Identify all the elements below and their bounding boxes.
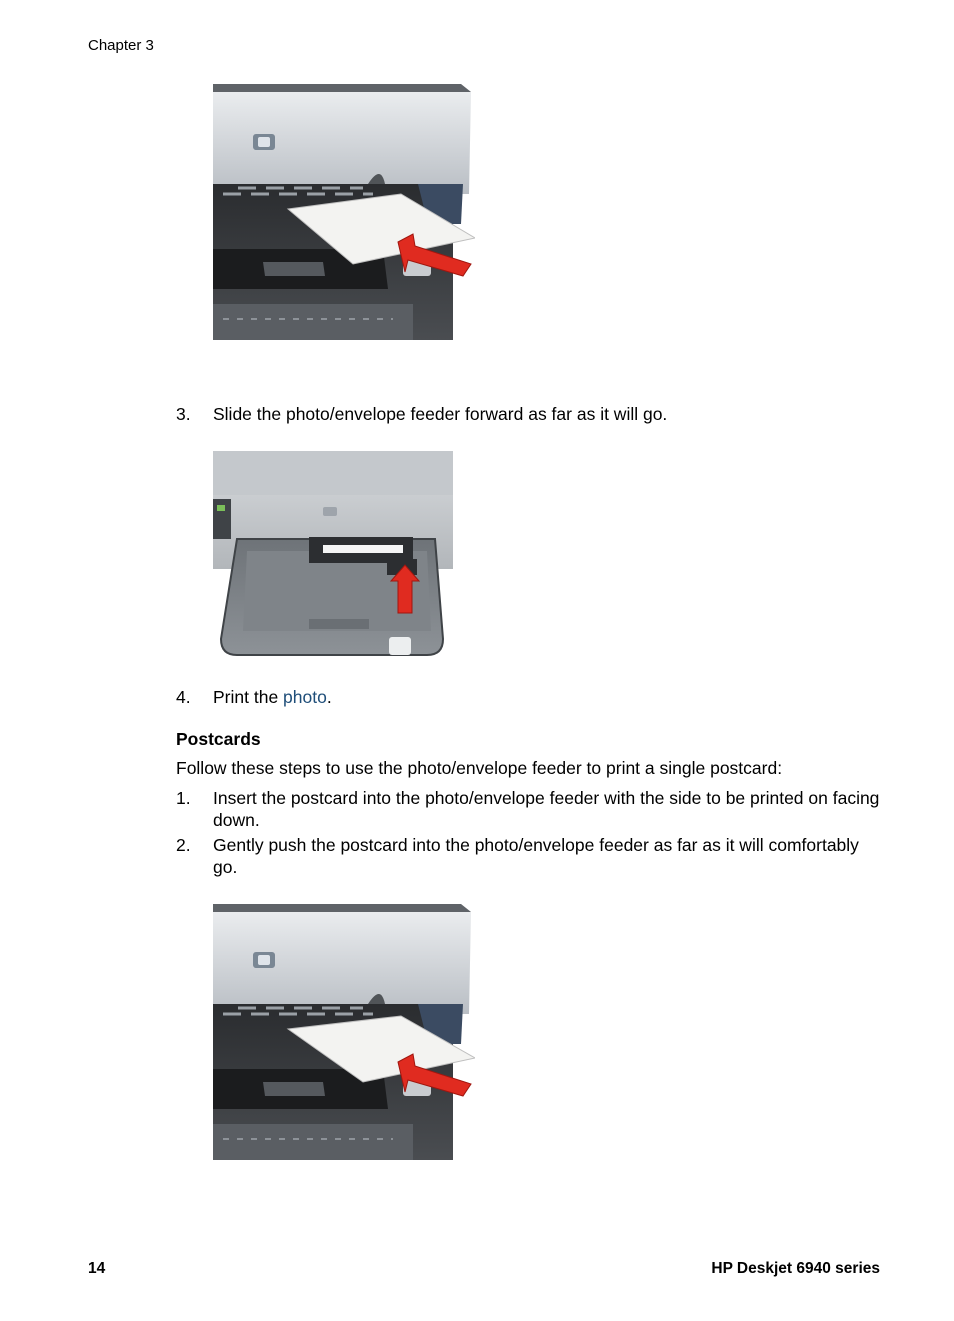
step-text: Slide the photo/envelope feeder forward as far as it will go. <box>213 404 668 424</box>
printer-insert-illustration-1 <box>213 84 475 340</box>
page-number: 14 <box>88 1260 106 1277</box>
step-text: Print the photo. <box>213 687 332 707</box>
step-number: 2. <box>176 835 191 855</box>
step-number: 3. <box>176 404 191 424</box>
section-heading: Postcards <box>176 729 261 749</box>
product-name: HP Deskjet 6940 series <box>711 1260 880 1277</box>
feeder-slide-illustration <box>213 451 453 659</box>
chapter-label: Chapter 3 <box>88 37 154 54</box>
step-number: 1. <box>176 788 191 808</box>
step-text: Insert the postcard into the photo/envelope feeder with the side to be printed on facing down. <box>213 788 880 830</box>
photo-link[interactable]: photo <box>283 687 327 707</box>
printer-insert-illustration-2 <box>213 904 475 1160</box>
section-intro: Follow these steps to use the photo/envelope feeder to print a single postcard: <box>176 758 783 778</box>
step-text: Gently push the postcard into the photo/envelope feeder as far as it will comfortably go. <box>213 835 859 877</box>
step-number: 4. <box>176 687 191 707</box>
